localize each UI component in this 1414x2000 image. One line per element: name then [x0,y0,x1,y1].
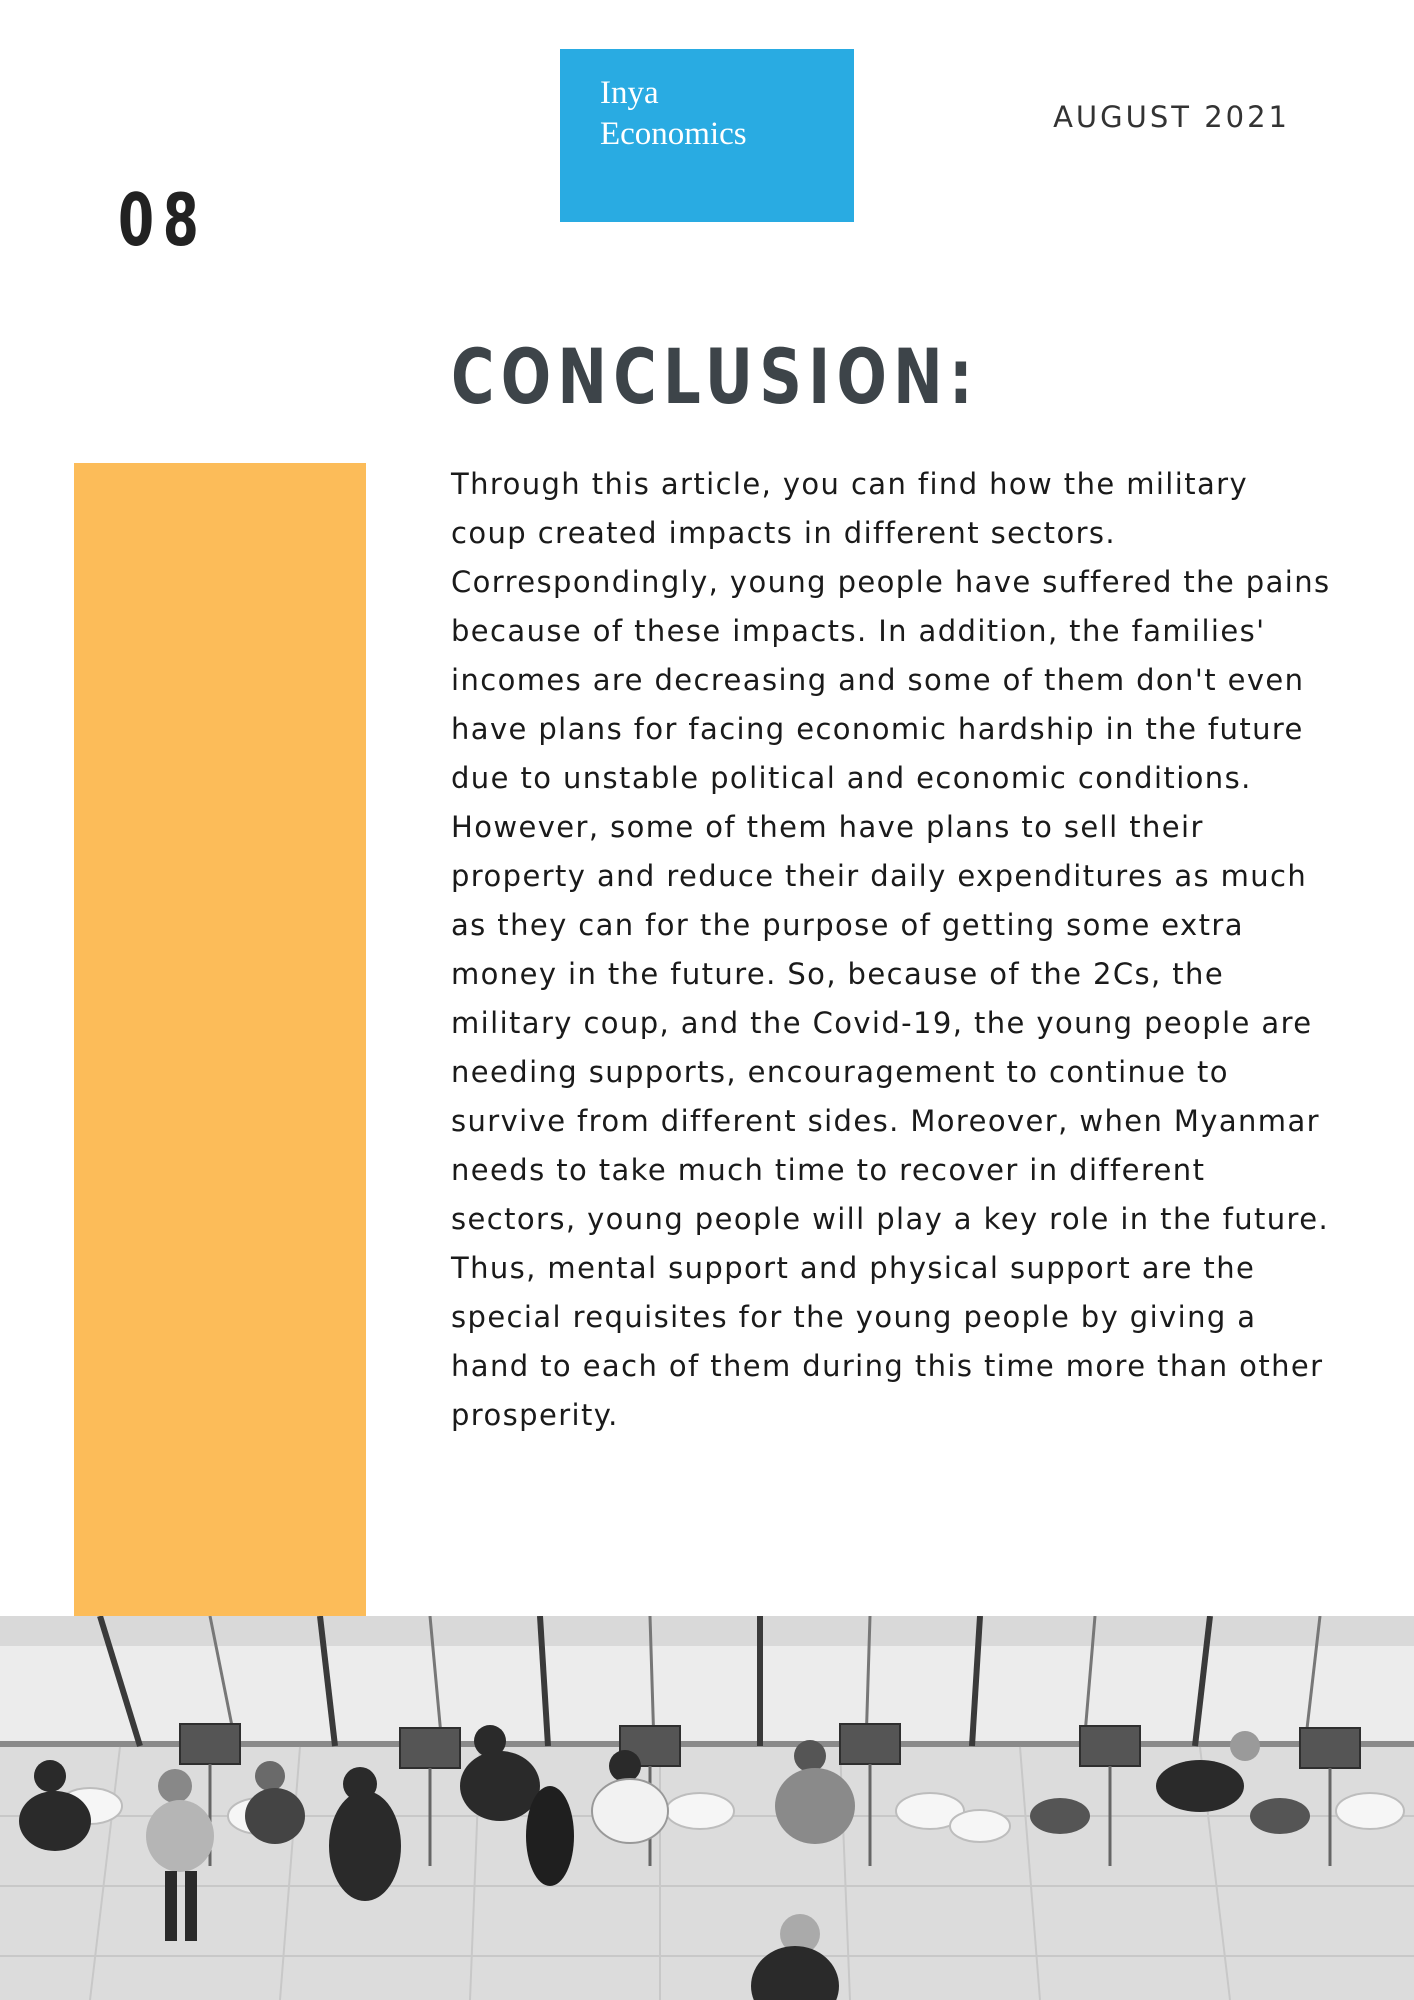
issue-date: AUGUST 2021 [1053,100,1290,134]
section-heading: CONCLUSION: [451,332,979,421]
brand-name-line2: Economics [600,116,747,152]
brand-logo [560,49,854,222]
decorative-accent-bar [74,463,366,1616]
page-number: 08 [118,178,208,262]
brand-name-line1: Inya [600,75,659,111]
cafe-photo [0,1616,1414,2000]
brand-name [600,73,747,155]
cafe-photo-illustration [0,1616,1414,2000]
conclusion-paragraph: Through this article, you can find how the military coup created impacts in different sectors. Correspondingly, young people have suffered the pains because of these impacts. In addition, the families' incomes are decreasing and some of them don't even have plans for facing economic hardship in the future due to unstable political and economic conditions. However, some of them have plans to sell their property and reduce their daily expenditures as much as they can for the purpose of getting some extra money in the future. So, because of the 2Cs, the military coup, and the Covid-19, the young people are needing supports, encouragement to continue to survive from different sides. Moreover, when Myanmar needs to take much time to recover in different sectors, young people will play a key role in the future. Thus, mental support and physical support are the special requisites for the young people by giving a hand to each of them during this time more than other prosperity. [451,467,1331,1432]
